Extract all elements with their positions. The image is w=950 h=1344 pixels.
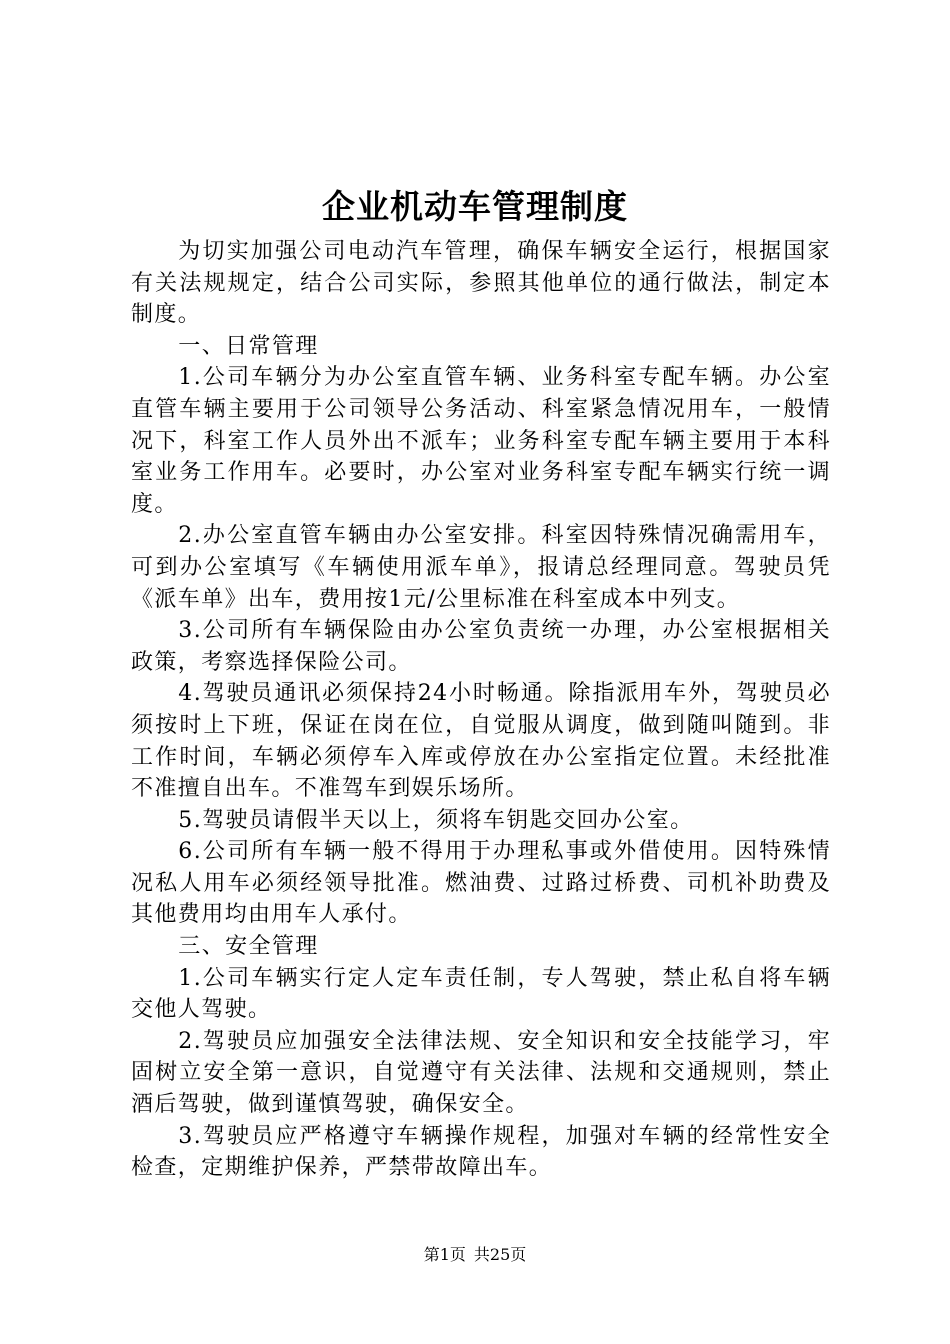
section-heading-safety-management: 三、安全管理 xyxy=(178,934,319,960)
page-total: 共25页 xyxy=(473,1245,527,1264)
paragraph-daily-3: 3.公司所有车辆保险由办公室负责统一办理，办公室根据相关政策，考察选择保险公司。 xyxy=(131,618,831,675)
document-body xyxy=(131,236,831,1184)
paragraph-safety-3: 3.驾驶员应严格遵守车辆操作规程，加强对车辆的经常性安全检查，定期维护保养，严禁带故障出车。 xyxy=(131,1123,831,1181)
document-title: 企业机动车管理制度 xyxy=(322,187,628,226)
intro-paragraph: 为切实加强公司电动汽车管理，确保车辆安全运行，根据国家有关法规规定，结合公司实际，参照其他单位的通行做法，制定本制度。 xyxy=(131,239,831,328)
paragraph-daily-6: 6.公司所有车辆一般不得用于办理私事或外借使用。因特殊情况私人用车必须经领导批准。燃油费、过路过桥费、司机补助费及其他费用均由用车人承付。 xyxy=(131,839,831,928)
paragraph-daily-5: 5.驾驶员请假半天以上，须将车钥匙交回办公室。 xyxy=(178,807,694,833)
paragraph-daily-1: 1.公司车辆分为办公室直管车辆、业务科室专配车辆。办公室直管车辆主要用于公司领导公务活动、科室紧急情况用车，一般情况下，科室工作人员外出不派车；业务科室专配车辆主要用于本科室业务工作用车。必要时，办公室对业务科室专配车辆实行统一调度。 xyxy=(131,365,831,517)
paragraph-safety-1: 1.公司车辆实行定人定车责任制，专人驾驶，禁止私自将车辆交他人驾驶。 xyxy=(131,965,831,1023)
paragraph-daily-4: 4.驾驶员通讯必须保持24小时畅通。除指派用车外，驾驶员必须按时上下班，保证在岗在位，自觉服从调度，做到随叫随到。非工作时间，车辆必须停车入库或停放在办公室指定位置。未经批准不准擅自出车。不准驾车到娱乐场所。 xyxy=(131,681,831,802)
page-footer xyxy=(0,1244,950,1266)
paragraph-daily-2: 2.办公室直管车辆由办公室安排。科室因特殊情况确需用车，可到办公室填写《车辆使用派车单》，报请总经理同意。驾驶员凭《派车单》出车，费用按1元/公里标准在科室成本中列支。 xyxy=(131,523,831,612)
page-number: 第1页 xyxy=(423,1245,466,1264)
section-heading-daily-management: 一、日常管理 xyxy=(178,333,319,359)
paragraph-safety-2: 2.驾驶员应加强安全法律法规、安全知识和安全技能学习，牢固树立安全第一意识，自觉遵守有关法律、法规和交通规则，禁止酒后驾驶，做到谨慎驾驶，确保安全。 xyxy=(131,1028,831,1118)
